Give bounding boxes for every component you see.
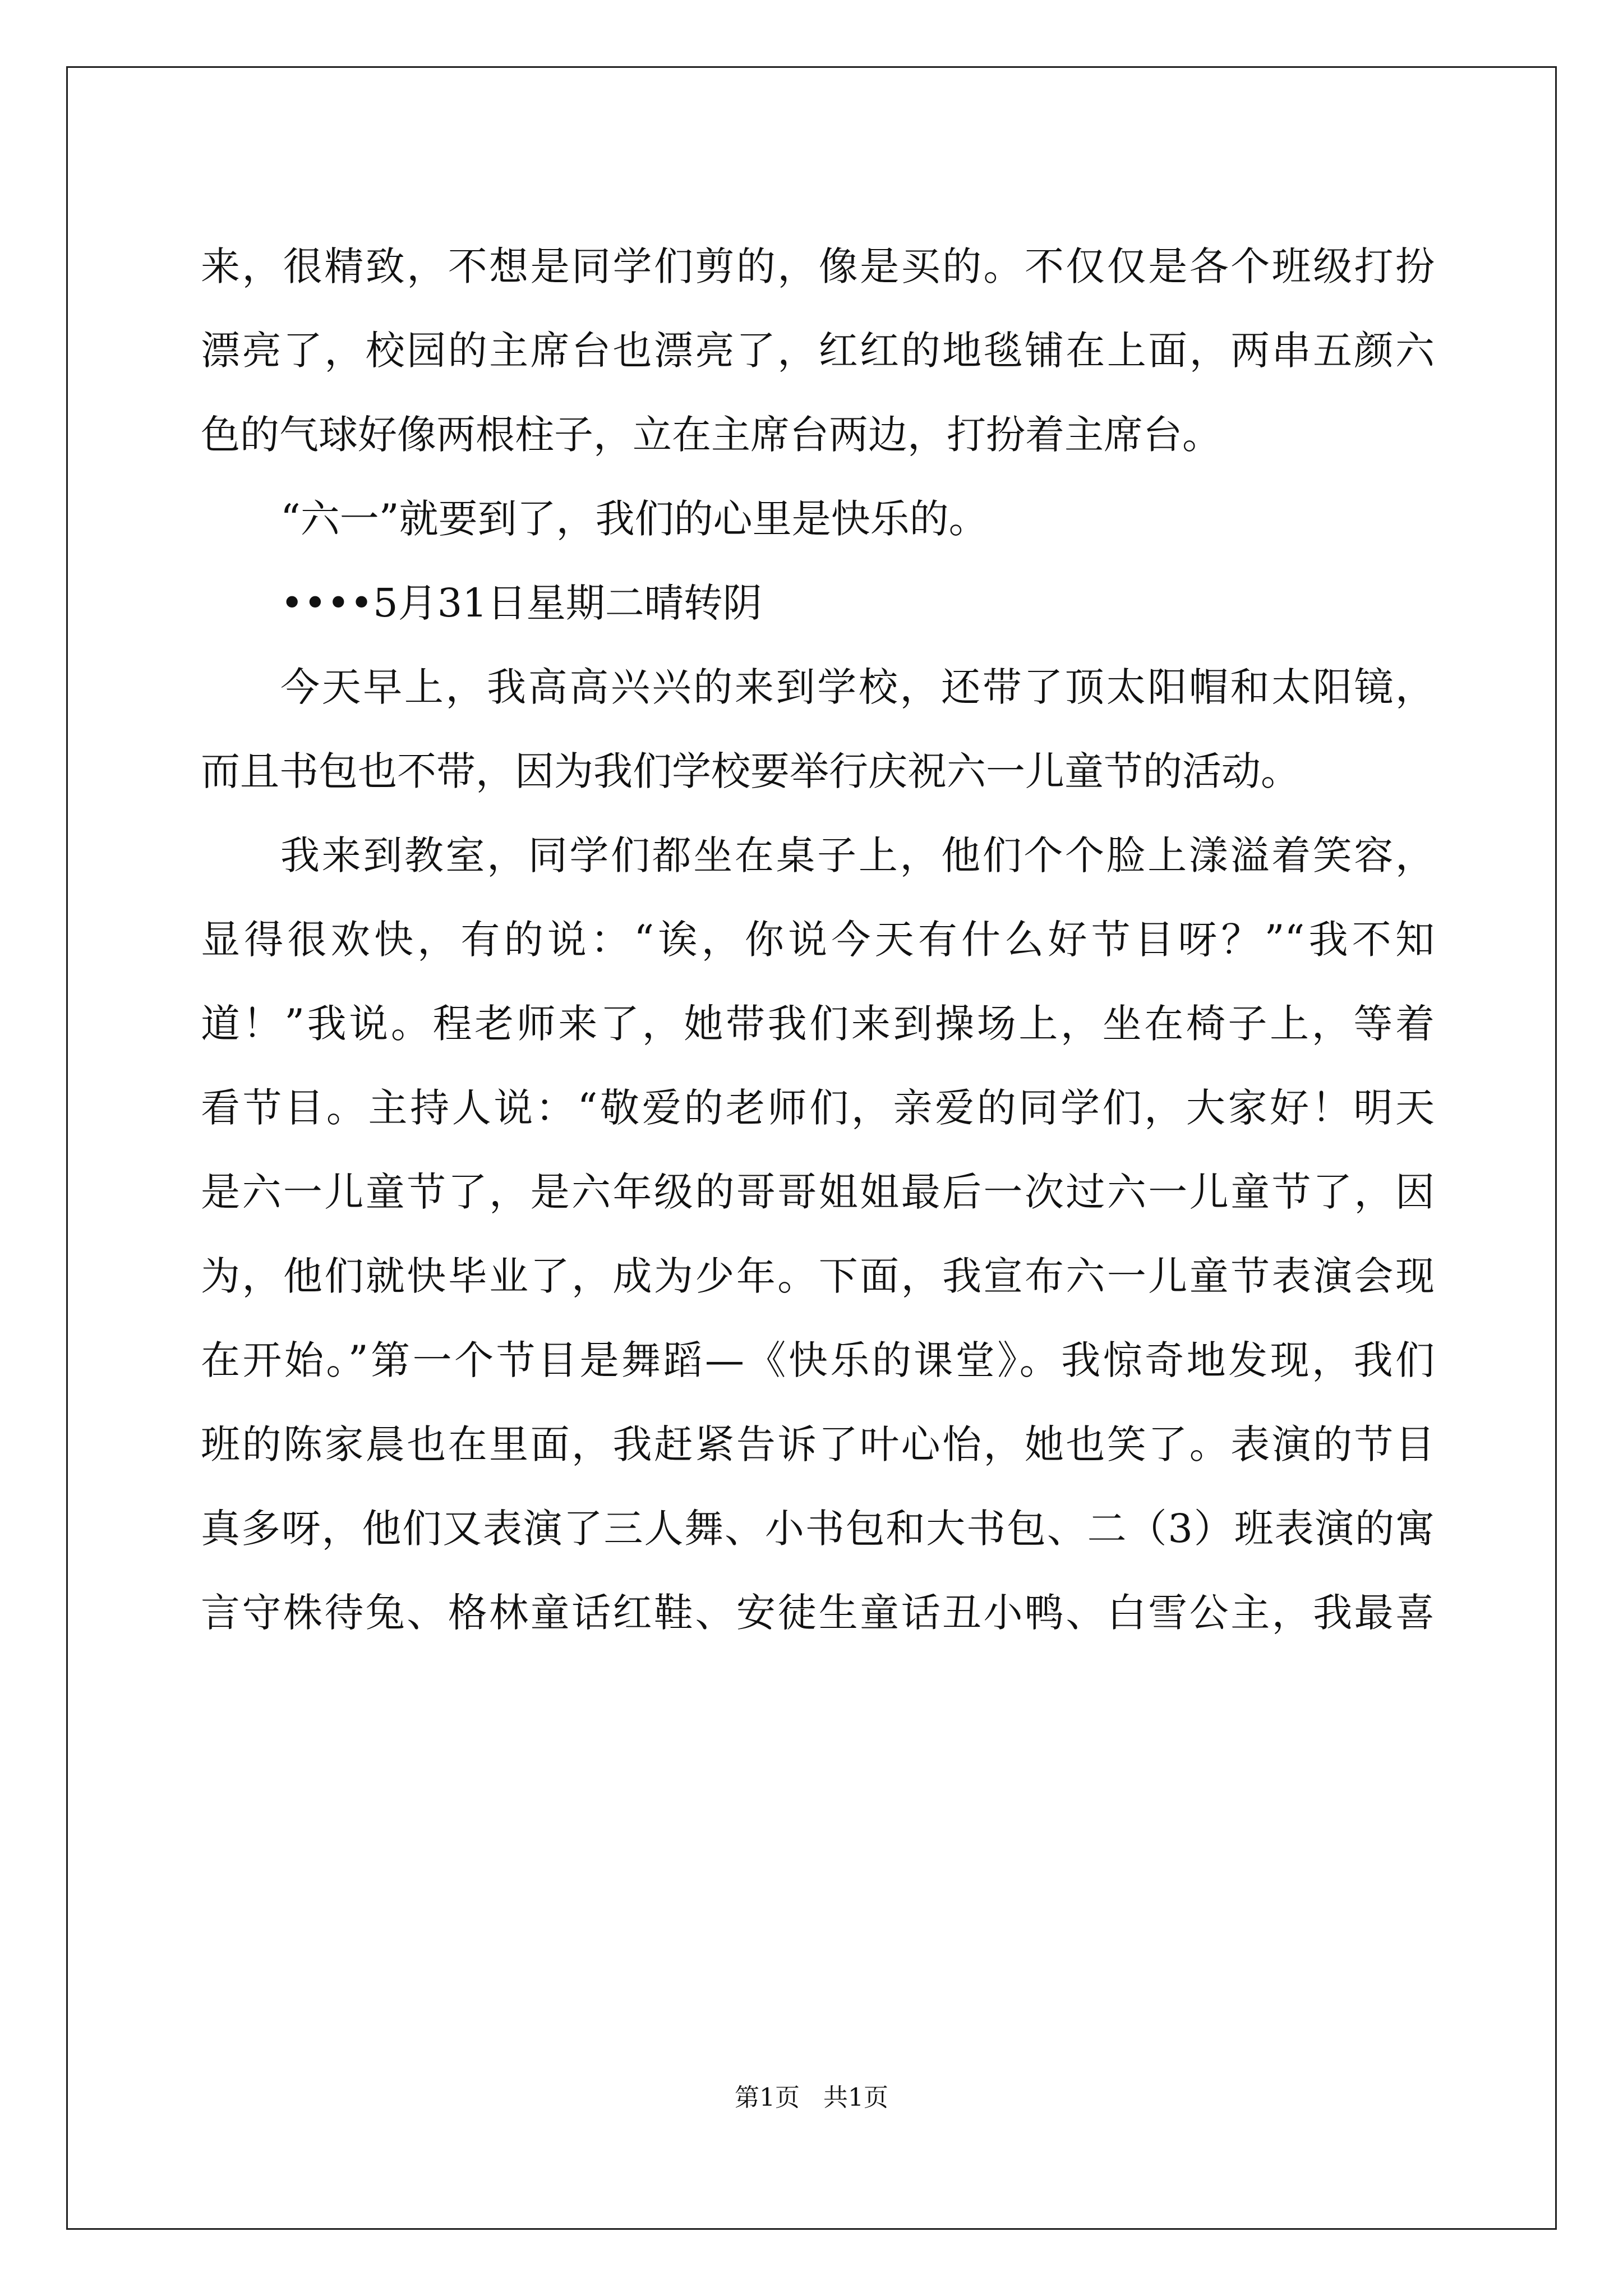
- text-line: 在开始。”第一个节目是舞蹈—《快乐的课堂》。我惊奇地发现，我们: [201, 1337, 1435, 1383]
- text-line: 显得很欢快，有的说：“诶，你说今天有什么好节目呀？”“我不知: [201, 917, 1435, 963]
- text-line: 看节目。主持人说：“敬爱的老师们，亲爱的同学们，大家好！明天: [201, 1085, 1435, 1131]
- text-line: 漂亮了，校园的主席台也漂亮了，红红的地毯铺在上面，两串五颜六: [201, 328, 1435, 374]
- text-line: 班的陈家晨也在里面，我赶紧告诉了叶心怡，她也笑了。表演的节目: [201, 1421, 1435, 1467]
- text-line: 我来到教室，同学们都坐在桌子上，他们个个脸上漾溢着笑容，: [280, 832, 1435, 878]
- page-footer: 第1页 共1页: [735, 2083, 888, 2112]
- text-line: 而且书包也不带，因为我们学校要举行庆祝六一儿童节的活动。: [201, 748, 1300, 794]
- text-line: 为，他们就快毕业了，成为少年。下面，我宣布六一儿童节表演会现: [201, 1253, 1435, 1299]
- text-line: 来，很精致，不想是同学们剪的，像是买的。不仅仅是各个班级打扮: [201, 243, 1435, 289]
- text-line: 是六一儿童节了，是六年级的哥哥姐姐最后一次过六一儿童节了，因: [201, 1169, 1435, 1215]
- date-heading: ••••5月31日星期二晴转阴: [280, 580, 762, 626]
- text-line: 今天早上，我高高兴兴的来到学校，还带了顶太阳帽和太阳镜，: [280, 664, 1435, 710]
- text-line: 言守株待兔、格林童话红鞋、安徒生童话丑小鸭、白雪公主，我最喜: [201, 1590, 1435, 1636]
- text-line: “六一”就要到了，我们的心里是快乐的。: [280, 496, 988, 542]
- text-line: 真多呀，他们又表演了三人舞、小书包和大书包、二（3）班表演的寓: [201, 1506, 1435, 1552]
- text-line: 道！”我说。程老师来了，她带我们来到操场上，坐在椅子上，等着: [201, 1001, 1435, 1047]
- document-body: [201, 224, 1435, 1655]
- text-line: 色的气球好像两根柱子，立在主席台两边，打扮着主席台。: [201, 412, 1221, 458]
